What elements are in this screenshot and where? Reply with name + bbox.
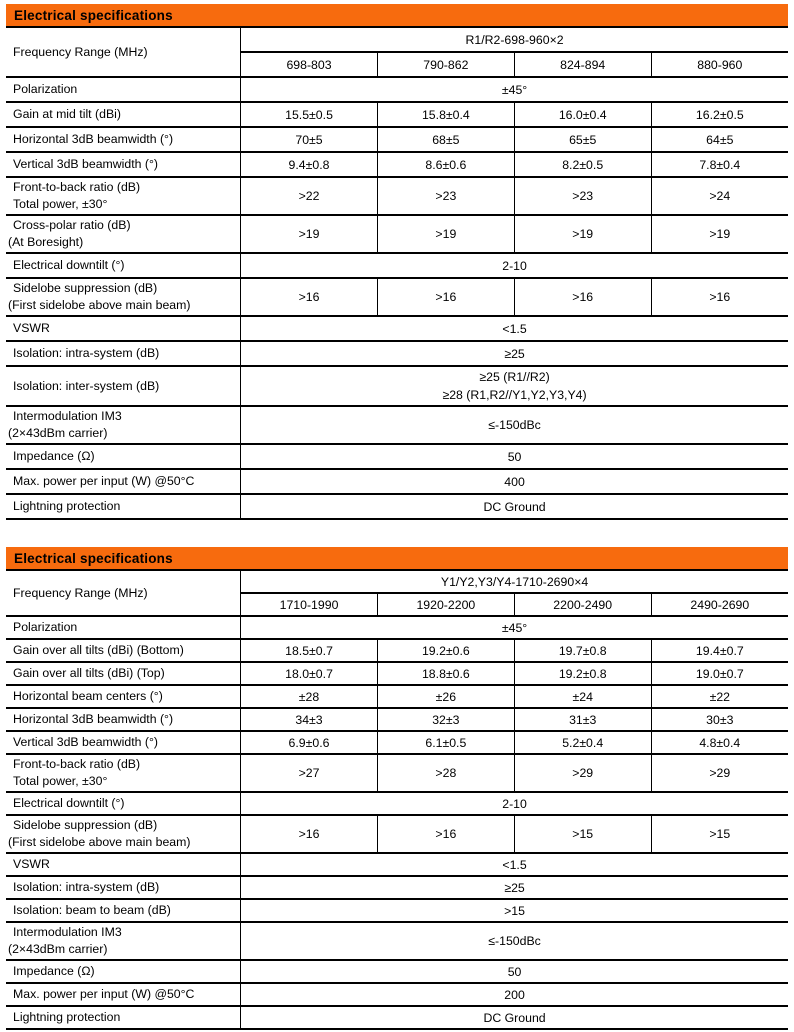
spec-value-cell: ±24 [514,685,651,708]
table-row [6,960,788,983]
row-label-line: Front-to-back ratio (dB) [13,757,141,771]
row-label [6,494,241,519]
row-label-line: Cross-polar ratio (dB) [13,218,131,232]
row-label [6,708,241,731]
row-label [6,177,241,215]
row-label-line: Vertical 3dB beamwidth (°) [13,735,159,749]
spec-value-cell: ±22 [651,685,788,708]
table-row [6,853,788,876]
row-label [6,731,241,754]
spec-section [6,547,788,1030]
spec-value-cell: 18.8±0.6 [377,662,514,685]
table-row [6,922,788,960]
row-label [6,444,241,469]
spec-table [6,571,788,1030]
row-label-line: Horizontal 3dB beamwidth (°) [13,132,174,146]
spec-value-cell: 15.8±0.4 [377,102,514,127]
table-row [6,177,788,215]
table-row [6,77,788,102]
table-row [6,127,788,152]
spec-value-span-cell: DC Ground [241,494,788,519]
spec-table [6,28,788,520]
spec-value-span-cell: 2-10 [241,253,788,278]
spec-value-span-cell: <1.5 [241,316,788,341]
row-label-line: (First sidelobe above main beam) [8,298,191,312]
spec-value-cell: 9.4±0.8 [241,152,378,177]
table-row [6,708,788,731]
row-label-line: Total power, ±30° [13,774,108,788]
row-label-line: Polarization [13,82,78,96]
row-label [6,316,241,341]
spec-value-span-cell: 50 [241,960,788,983]
row-label-line: Lightning protection [13,499,121,513]
row-label-line: Isolation: beam to beam (dB) [13,903,171,917]
spec-value-cell: 34±3 [241,708,378,731]
row-label-line: Max. power per input (W) @50°C [13,987,195,1001]
spec-value-cell: >23 [377,177,514,215]
table-row [6,639,788,662]
row-label-line: Max. power per input (W) @50°C [13,474,195,488]
spec-value-cell: >22 [241,177,378,215]
row-label-line: Gain at mid tilt (dBi) [13,107,121,121]
row-label-line: Intermodulation IM3 [13,409,122,423]
row-label [6,469,241,494]
table-row [6,28,788,52]
spec-value-cell: 16.2±0.5 [651,102,788,127]
row-label-line: Polarization [13,620,78,634]
sub-band-cell: 1710-1990 [241,593,378,616]
row-label-line: Impedance (Ω) [13,964,95,978]
table-row [6,792,788,815]
row-label-line: Isolation: inter-system (dB) [13,378,160,393]
row-label [6,28,241,77]
section-header-bar [6,4,788,28]
table-row [6,278,788,316]
row-label-line: VSWR [13,857,50,871]
table-row [6,754,788,792]
row-label-line: Total power, ±30° [13,197,108,211]
spec-value-cell: >16 [377,278,514,316]
spec-value-span-cell: 400 [241,469,788,494]
spec-value-cell: 5.2±0.4 [514,731,651,754]
spec-value-line: ≥28 (R1,R2//Y1,Y2,Y3,Y4) [442,388,587,402]
spec-value-span-cell: ±45° [241,616,788,639]
spec-value-cell: ±26 [377,685,514,708]
spec-value-cell: 68±5 [377,127,514,152]
sub-band-cell: 698-803 [241,52,378,77]
spec-value-cell: 19.7±0.8 [514,639,651,662]
spec-value-cell: >19 [514,215,651,253]
spec-value-cell: 15.5±0.5 [241,102,378,127]
row-label-line: Front-to-back ratio (dB) [13,180,141,194]
row-label-line: Sidelobe suppression (dB) [13,281,158,295]
row-label [6,253,241,278]
spec-value-cell: >19 [651,215,788,253]
spec-value-span-cell: >15 [241,899,788,922]
row-label [6,616,241,639]
spec-value-cell: 7.8±0.4 [651,152,788,177]
spec-value-span-cell: 50 [241,444,788,469]
row-label [6,127,241,152]
table-row [6,406,788,444]
sub-band-cell: 790-862 [377,52,514,77]
spec-value-cell: 16.0±0.4 [514,102,651,127]
sub-band-cell: 2200-2490 [514,593,651,616]
table-row [6,494,788,519]
spec-value-cell: >16 [377,815,514,853]
table-row [6,102,788,127]
spec-value-span-cell: ±45° [241,77,788,102]
row-label [6,366,241,406]
row-label-line: VSWR [13,321,50,335]
band-header: R1/R2-698-960×2 [241,28,788,52]
spec-value-cell: >15 [651,815,788,853]
spec-value-cell: ±28 [241,685,378,708]
row-label [6,983,241,1006]
spec-value-span-cell: ≤-150dBc [241,922,788,960]
table-row [6,469,788,494]
table-row [6,444,788,469]
spec-value-span-cell: 200 [241,983,788,1006]
row-label-line: Impedance (Ω) [13,449,95,463]
spec-value-cell: 6.9±0.6 [241,731,378,754]
spec-value-cell: 19.2±0.8 [514,662,651,685]
row-label [6,899,241,922]
table-row [6,731,788,754]
table-row [6,616,788,639]
row-label-line: Isolation: intra-system (dB) [13,880,160,894]
spec-value-cell: >15 [514,815,651,853]
sub-band-cell: 1920-2200 [377,593,514,616]
spec-value-span-cell: ≥25 [241,876,788,899]
row-label-line: (First sidelobe above main beam) [8,835,191,849]
spec-value-cell: 64±5 [651,127,788,152]
spec-value-cell: >16 [241,815,378,853]
spec-value-cell: 70±5 [241,127,378,152]
spec-value-cell: >16 [651,278,788,316]
tables-root [6,4,788,1030]
table-row [6,341,788,366]
spec-value-span-cell: ≤-150dBc [241,406,788,444]
row-label [6,685,241,708]
row-label-line: Electrical downtilt (°) [13,258,125,272]
spec-value-cell: >23 [514,177,651,215]
band-header: Y1/Y2,Y3/Y4-1710-2690×4 [241,571,788,593]
row-label-line: Lightning protection [13,1010,121,1024]
row-label-line: Horizontal 3dB beamwidth (°) [13,712,174,726]
spec-value-cell: 19.4±0.7 [651,639,788,662]
table-row [6,366,788,406]
spec-value-cell: >24 [651,177,788,215]
table-row [6,316,788,341]
table-row [6,685,788,708]
spec-value-cell: >29 [651,754,788,792]
spec-value-cell: 8.2±0.5 [514,152,651,177]
spec-value-cell: 32±3 [377,708,514,731]
spec-value-cell: 8.6±0.6 [377,152,514,177]
table-row [6,152,788,177]
spec-value-cell: >16 [241,278,378,316]
section-header-bar [6,547,788,571]
spec-value-cell: 31±3 [514,708,651,731]
row-label [6,152,241,177]
spec-value-span-cell: ≥25 [241,341,788,366]
table-row [6,1006,788,1029]
row-label-line: (2×43dBm carrier) [8,942,108,956]
row-label-line: Horizontal beam centers (°) [13,689,163,703]
spec-value-span-cell: 2-10 [241,792,788,815]
spec-value-cell: 30±3 [651,708,788,731]
spec-value-span-cell [241,366,788,406]
row-label [6,406,241,444]
row-label-line: Sidelobe suppression (dB) [13,818,158,832]
row-label-line: Frequency Range (MHz) [13,44,148,59]
sub-band-cell: 880-960 [651,52,788,77]
row-label [6,960,241,983]
spec-value-line: ≥25 (R1//R2) [479,370,550,384]
row-label [6,278,241,316]
row-label [6,792,241,815]
table-row [6,571,788,593]
spec-value-cell: >16 [514,278,651,316]
row-label [6,102,241,127]
table-row [6,983,788,1006]
row-label [6,662,241,685]
spec-value-cell: >29 [514,754,651,792]
row-label-line: Electrical downtilt (°) [13,796,125,810]
row-label [6,876,241,899]
spec-value-cell: >19 [241,215,378,253]
row-label-line: Frequency Range (MHz) [13,585,148,600]
spec-value-cell: >27 [241,754,378,792]
sub-band-cell: 824-894 [514,52,651,77]
spec-value-cell: 19.2±0.6 [377,639,514,662]
spec-value-cell: 18.5±0.7 [241,639,378,662]
spec-value-cell: 4.8±0.4 [651,731,788,754]
row-label-line: Vertical 3dB beamwidth (°) [13,157,159,171]
row-label-line: Isolation: intra-system (dB) [13,346,160,360]
table-row [6,215,788,253]
spec-value-span-cell: <1.5 [241,853,788,876]
table-row [6,662,788,685]
row-label [6,754,241,792]
spec-value-span-cell: DC Ground [241,1006,788,1029]
row-label-line: (At Boresight) [8,235,84,249]
row-label [6,215,241,253]
row-label [6,639,241,662]
spec-value-cell: 6.1±0.5 [377,731,514,754]
row-label [6,571,241,616]
row-label-line: Gain over all tilts (dBi) (Bottom) [13,643,184,657]
spec-value-cell: 65±5 [514,127,651,152]
row-label-line: (2×43dBm carrier) [8,426,108,440]
spec-value-cell: >28 [377,754,514,792]
section-title: Electrical specifications [14,7,173,23]
table-row [6,899,788,922]
row-label [6,77,241,102]
table-row [6,815,788,853]
row-label-line: Gain over all tilts (dBi) (Top) [13,666,165,680]
row-label [6,922,241,960]
row-label-line: Intermodulation IM3 [13,925,122,939]
spec-value-cell: 19.0±0.7 [651,662,788,685]
spec-section [6,4,788,520]
table-row [6,876,788,899]
table-row [6,253,788,278]
spec-value-cell: >19 [377,215,514,253]
sub-band-cell: 2490-2690 [651,593,788,616]
row-label [6,853,241,876]
row-label [6,1006,241,1029]
section-title: Electrical specifications [14,550,173,566]
spec-value-cell: 18.0±0.7 [241,662,378,685]
row-label [6,815,241,853]
row-label [6,341,241,366]
